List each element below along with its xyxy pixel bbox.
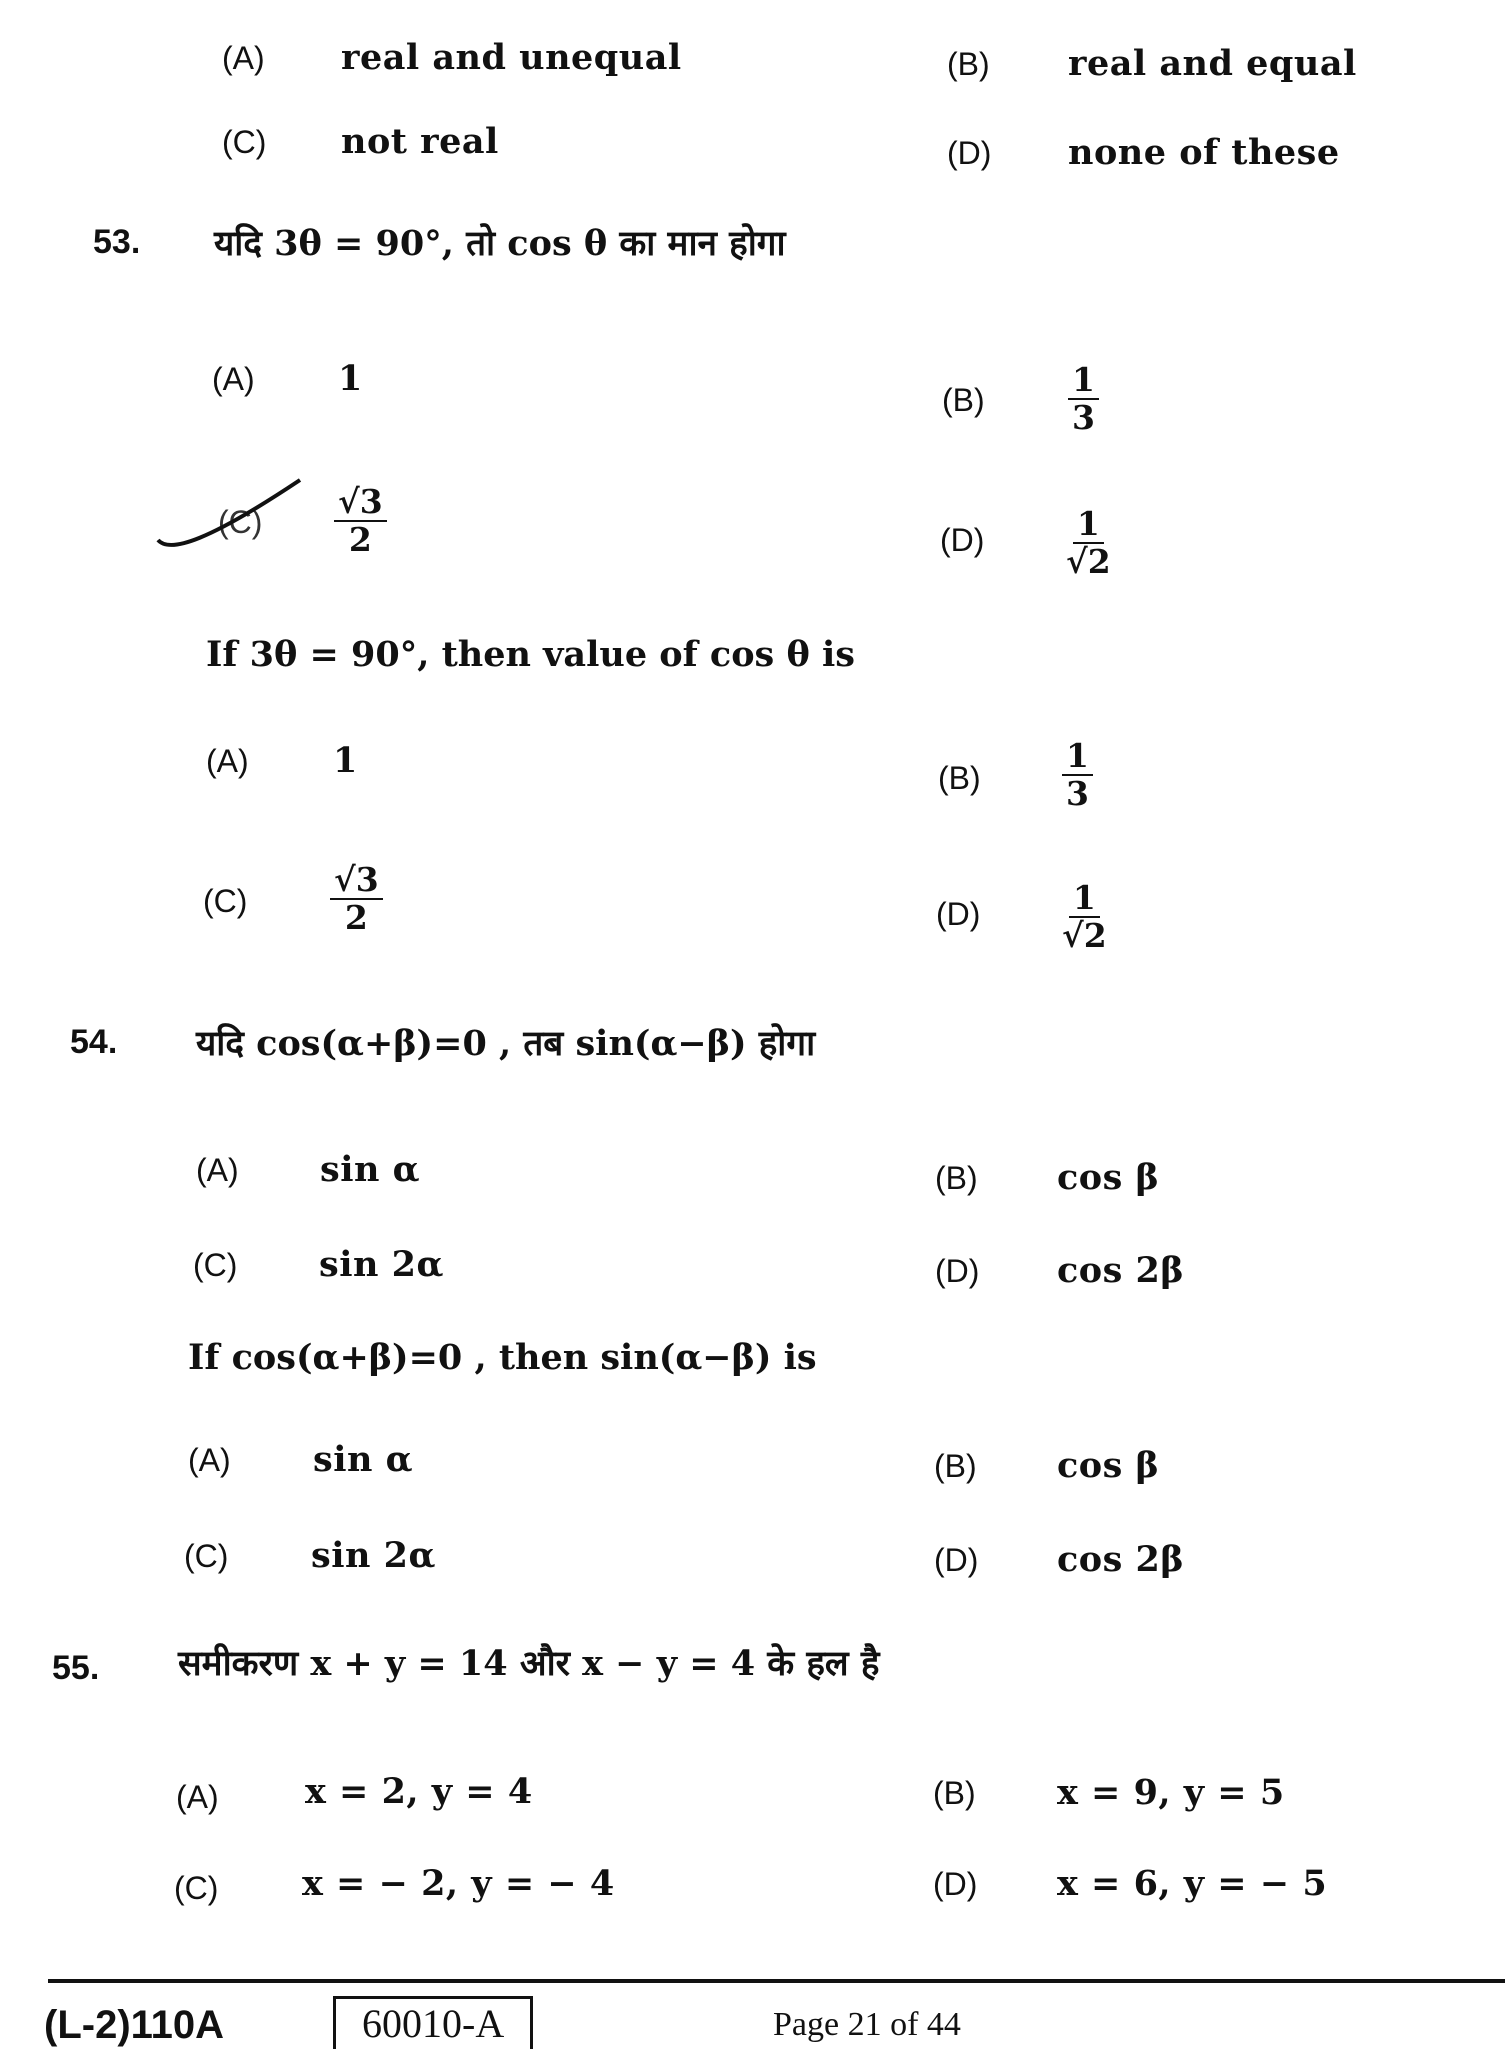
option-text: real and unequal [341,37,682,78]
question-english: If cos(α+β)=0 , then sin(α−β) is [188,1337,817,1378]
option-text: x = 6, y = − 5 [1057,1863,1328,1904]
question-number: 54. [70,1023,118,1061]
option-label: (A) [206,743,249,779]
denominator: 3 [1072,398,1095,437]
denominator: 2 [344,898,368,937]
option-label: (D) [940,522,985,558]
option-text: real and equal [1068,43,1357,84]
option-label: (D) [947,135,992,171]
numerator: √3 [330,862,383,900]
fraction [1066,506,1111,580]
booklet-code-box: 60010-A [333,1996,533,2049]
option-text: cos 2β [1057,1250,1185,1291]
question-number: 53. [93,223,141,261]
option-label: (C) [174,1870,219,1906]
page-number: Page 21 of 44 [773,2006,961,2043]
option-text: x = 2, y = 4 [305,1771,533,1812]
question-hindi: समीकरण x + y = 14 और x − y = 4 के हल है [178,1643,880,1684]
option-text: cos β [1057,1445,1160,1486]
fraction [1062,738,1093,812]
option-label: (C) [222,124,267,160]
option-text: 1 [333,740,358,781]
option-text: sin 2α [311,1535,436,1576]
paper-code: (L-2)110A [44,2003,225,2047]
option-label: (B) [938,760,981,796]
question-number: 55. [52,1649,100,1687]
question-hindi: यदि 3θ = 90°, तो cos θ का मान होगा [214,223,786,264]
question-english: If 3θ = 90°, then value of cos θ is [206,634,855,675]
denominator: 2 [348,520,372,559]
option-label: (C) [193,1247,238,1283]
option-label: (D) [935,1253,980,1289]
option-text: sin α [313,1439,414,1480]
option-text: none of these [1068,132,1340,173]
option-label: (A) [196,1152,239,1188]
option-text: not real [341,121,499,162]
option-text: cos β [1057,1157,1160,1198]
numerator: 1 [1069,880,1100,918]
numerator: 1 [1062,738,1093,776]
option-label: (A) [222,40,265,76]
option-text: sin α [320,1149,421,1190]
denominator: √2 [1062,916,1107,955]
option-label: (B) [934,1448,977,1484]
numerator: 1 [1068,362,1099,400]
option-label: (D) [934,1542,979,1578]
option-text: x = 9, y = 5 [1057,1772,1285,1813]
option-label: (D) [933,1866,978,1902]
option-label: (B) [935,1160,978,1196]
option-text: 1 [338,358,363,399]
option-label: (B) [942,382,985,418]
option-text: sin 2α [319,1244,444,1285]
option-label: (A) [188,1442,231,1478]
numerator: 1 [1073,506,1104,544]
fraction [330,862,383,936]
denominator: √2 [1066,542,1111,581]
fraction [1062,880,1107,954]
fraction [334,484,387,558]
option-label-marked: (C) [218,504,263,540]
fraction [1068,362,1099,436]
handwritten-check-mark-icon [150,470,310,550]
option-label: (C) [184,1538,229,1574]
option-label: (C) [203,883,248,919]
option-label: (B) [947,46,990,82]
option-label: (B) [933,1775,976,1811]
option-text: cos 2β [1057,1539,1185,1580]
option-label: (D) [936,896,981,932]
denominator: 3 [1066,774,1089,813]
option-label: (A) [176,1779,219,1815]
numerator: √3 [334,484,387,522]
question-hindi: यदि cos(α+β)=0 , तब sin(α−β) होगा [196,1023,816,1064]
option-text: x = − 2, y = − 4 [302,1863,615,1904]
option-label: (A) [212,361,255,397]
footer-divider [48,1979,1505,1983]
